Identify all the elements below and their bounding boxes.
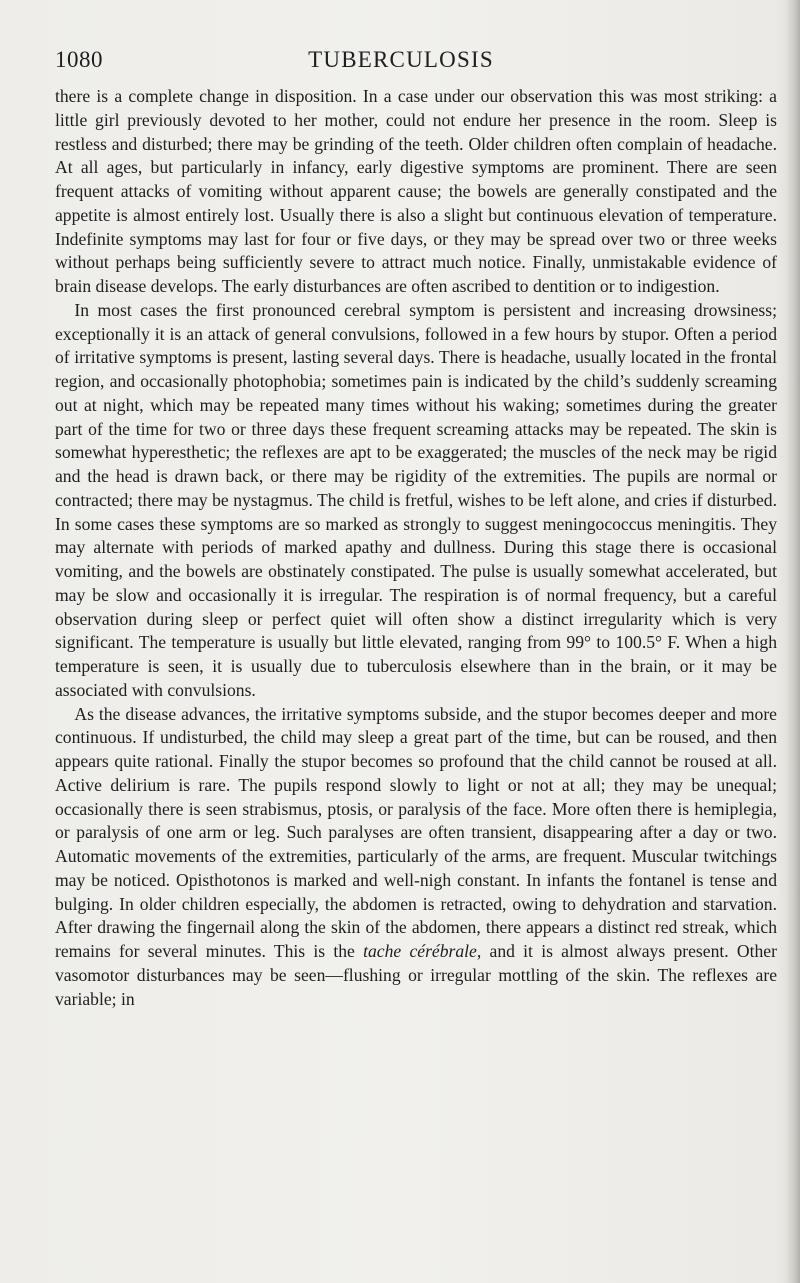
- body-text: [55, 85, 777, 1011]
- running-head: TUBERCULOSIS: [308, 47, 494, 72]
- page-header: [55, 44, 777, 76]
- page-number: 1080: [55, 47, 103, 72]
- paragraph-text: , and it is almost always present. Other vasomotor disturbances may be seen—flushing or irregular mottling of the skin. The reflexes are variable; in: [55, 941, 777, 1009]
- paragraph-text: As the disease advances, the irritative symptoms subside, and the stupor becomes deeper and more continuous. If undisturbed, the child may sleep a great part of the time, but can be roused, and then appears quite rational. Finally the stupor becomes so profound that the child cannot be roused at all. Active delirium is rare. The pupils respond slowly to light or not at all; they may be unequal; occasionally there is seen strabismus, ptosis, or paralysis of the face. More often there is hemiplegia, or paralysis of one arm or leg. Such paralyses are often transient, disappearing after a day or two. Automatic movements of the extremities, particularly of the arms, are frequent. Muscular twitchings may be noticed. Opisthotonos is marked and well-nigh constant. In infants the fontanel is tense and bulging. In older children especially, the abdomen is retracted, owing to dehydration and starvation. After drawing the fingernail along the skin of the abdomen, there appears a distinct red streak, which remains for several minutes. This is the: [55, 703, 777, 961]
- page-edge-shadow: [786, 0, 800, 1283]
- paragraph-text: In most cases the first pronounced cerebral symptom is persistent and increasing drowsiness; exceptionally it is an attack of general convulsions, followed in a few hours by stupor. Often a period of irritative symptoms is present, lasting several days. There is headache, usually located in the frontal region, and occasionally photophobia; sometimes pain is indicated by the child’s suddenly screaming out at night, which may be repeated many times without his waking; sometimes during the greater part of the time for two or three days these frequent screaming attacks may be repeated. The skin is somewhat hyperesthetic; the reflexes are apt to be exaggerated; the muscles of the neck may be rigid and the head is drawn back, or there may be rigidity of the extremities. The pupils are normal or contracted; there may be nystagmus. The child is fretful, wishes to be left alone, and cries if disturbed. In some cases these symptoms are so marked as strongly to suggest meningococcus meningitis. They may alternate with periods of marked apathy and dullness. During this stage there is occasional vomiting, and the bowels are obstinately constipated. The pulse is usually somewhat accelerated, but may be slow and occasionally it is irregular. The respiration is of normal frequency, but a careful observation during sleep or perfect quiet will often show a distinct irregularity which is very significant. The temperature is usually but little elevated, ranging from 99° to 100.5° F. When a high temperature is seen, it is usually due to tuberculosis elsewhere than in the brain, or it may be associated with convulsions.: [55, 299, 777, 700]
- paragraph: [55, 85, 777, 299]
- paragraph-text: there is a complete change in disposition. In a case under our observation this was most striking: a little girl previously devoted to her mother, could not endure her presence in the room. Sleep is restless and disturbed; there may be grinding of the teeth. Older children often complain of headache. At all ages, but particularly in infancy, early digestive symptoms are prominent. There are seen frequent attacks of vomiting without apparent cause; the bowels are generally constipated and the appetite is almost entirely lost. Usually there is also a slight but continuous elevation of temperature. Indefinite symptoms may last for four or five days, or they may be spread over two or three weeks without perhaps being sufficiently severe to attract much notice. Finally, unmistakable evidence of brain disease develops. The early disturbances are often ascribed to dentition or to indigestion.: [55, 86, 777, 296]
- italic-term: tache cérébrale: [363, 941, 477, 961]
- paragraph: [55, 299, 777, 703]
- paragraph: [55, 703, 777, 1012]
